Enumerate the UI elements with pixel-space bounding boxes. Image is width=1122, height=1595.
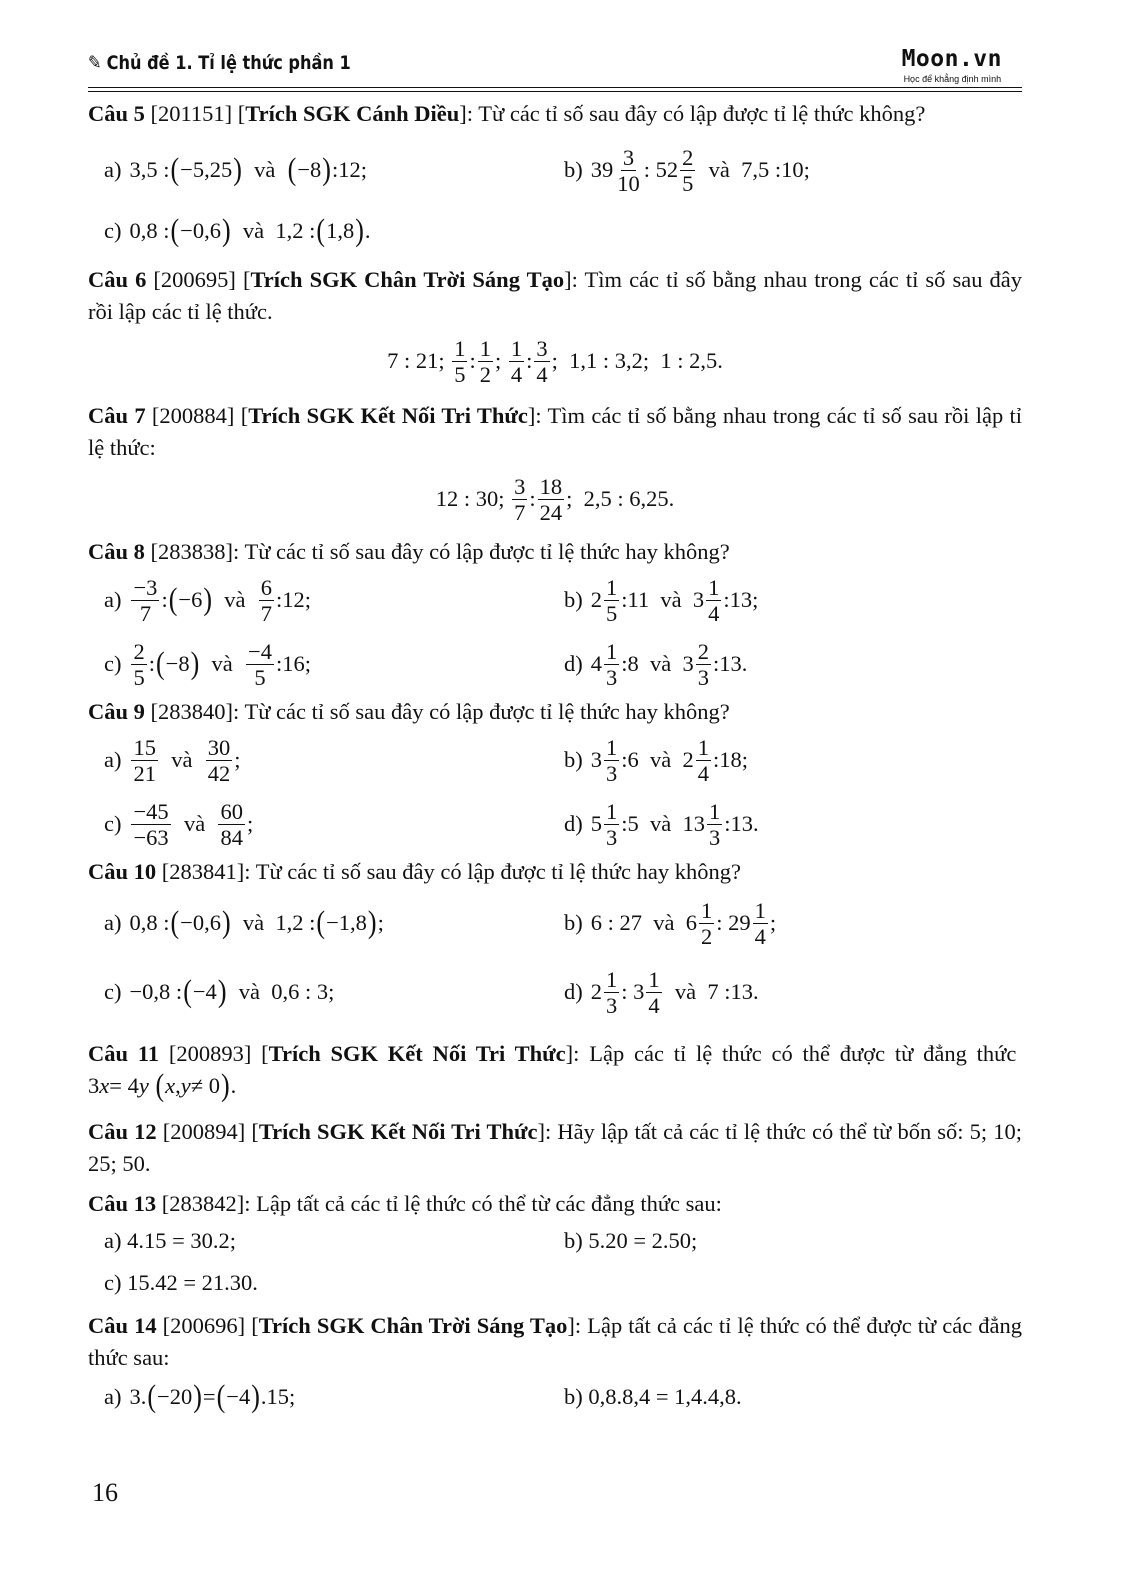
pen-icon: ✎ [88, 52, 102, 74]
page-content [88, 98, 1022, 1420]
question-13-row-1: a) 4.15 = 30.2; b) 5.20 = 2.50; [104, 1228, 698, 1253]
question-7: Câu 7 [200884] [Trích SGK Kết Nối Tri Thức]: Tìm các tỉ số bằng nhau trong các tỉ số sau rồi lập tỉ lệ thức: [88, 403, 1023, 460]
brand-block [902, 46, 1002, 84]
question-14: Câu 14 [200696] [Trích SGK Chân Trời Sáng Tạo]: Lập tất cả các tỉ lệ thức có thể được từ các đẳng thức sau: [88, 1313, 1023, 1370]
page-number: 16 [92, 1478, 118, 1507]
question-10-row-2: c) −0,8 : ( −4 ) và 0,6 : 3; d) 2 $\frac{1}{3}$ : 3 $\frac{1}{4}$ và 7 :13. [104, 966, 759, 1018]
question-9-row-1: a) $\frac{15}{21}$ và $\frac{30}{42}$ ; b) 3 $\frac{1}{3}$ :6 và 2 $\frac{1}{4}$ :18; [104, 734, 749, 786]
question-13: Câu 13 [283842]: Lập tất cả các tỉ lệ thức có thể từ các đẳng thức sau: [88, 1191, 722, 1216]
question-6-ratios: 7 : 21; $\frac{1}{5}$ : $\frac{1}{2}$ ; $\frac{1}{4}$ : $\frac{3}{4}$ ; 1,1 : 3,2; 1 : 2,5. [387, 335, 723, 387]
header-rule [88, 87, 1022, 88]
question-5: Câu 5 [201151] [Trích SGK Cánh Diều]: Từ các tỉ số sau đây có lập được tỉ lệ thức không? [88, 101, 926, 126]
page-header [88, 46, 1022, 96]
header-rule-thin [88, 91, 1022, 92]
brand-tagline: Học để khẳng định mình [903, 74, 1002, 84]
question-8: Câu 8 [283838]: Từ các tỉ số sau đây có lập được tỉ lệ thức hay không? [88, 539, 730, 564]
question-12: Câu 12 [200894] [Trích SGK Kết Nối Tri Thức]: Hãy lập tất cả các tỉ lệ thức có thể từ bốn số: 5; 10; 25; 50. [88, 1119, 1023, 1176]
question-8-row-1: a) $\frac{-3}{7}$ : ( −6 ) và $\frac{6}{7}$ :12; b) 2 $\frac{1}{5}$ :11 và 3 $\frac{1}{4}$ :13; [104, 574, 759, 626]
question-10-row-1: a) 0,8 : ( −0,6 ) và 1,2 : ( −1,8 ) ; b) 6 : 27 và 6 $\frac{1}{2}$ : 29 $\frac{1}{4}$ ; [104, 897, 777, 949]
question-13-row-2: c) 15.42 = 21.30. [104, 1270, 258, 1295]
question-10: Câu 10 [283841]: Từ các tỉ số sau đây có lập được tỉ lệ thức hay không? [88, 859, 741, 884]
question-5-row-2: c) 0,8 : ( −0,6 ) và 1,2 : ( 1,8 ) . [104, 213, 371, 248]
question-7-ratios: 12 : 30; $\frac{3}{7}$ : $\frac{18}{24}$ ; 2,5 : 6,25. [435, 473, 675, 525]
question-9-row-2: c) $\frac{-45}{-63}$ và $\frac{60}{84}$ ; d) 5 $\frac{1}{3}$ :5 và 13 $\frac{1}{3}$ :13. [104, 798, 759, 850]
brand-logo: Moon.vn [901, 46, 1002, 72]
question-6: Câu 6 [200695] [Trích SGK Chân Trời Sáng Tạo]: Tìm các tỉ số bằng nhau trong các tỉ số sau đây rồi lập các tỉ lệ thức. [88, 267, 1023, 324]
question-14-row-1: a) 3. ( −20 ) = ( −4 ) .15; b) 0,8.8,4 = 1,4.4,8. [104, 1379, 742, 1414]
question-8-row-2: c) $\frac{2}{5}$ : ( −8 ) và $\frac{-4}{5}$ :16; d) 4 $\frac{1}{3}$ :8 và 3 $\frac{2}{3}$ :13. [104, 638, 748, 690]
question-11: Câu 11 [200893] [Trích SGK Kết Nối Tri Thức]: Lập các tỉ lệ thức có thể được từ đẳng thức 3 x = 4 y ( x , y ≠ 0 ) . [88, 1041, 1017, 1103]
question-9: Câu 9 [283840]: Từ các tỉ số sau đây có lập được tỉ lệ thức hay không? [88, 699, 730, 724]
question-5-row-1: a) 3,5 : ( −5,25 ) và ( −8 ) :12; b) 39 $\frac{3}{10}$ : 52 $\frac{2}{5}$ và 7,5 :10; [104, 144, 810, 196]
chapter-title: ✎ Chủ đề 1. Tỉ lệ thức phần 1 [88, 52, 351, 74]
